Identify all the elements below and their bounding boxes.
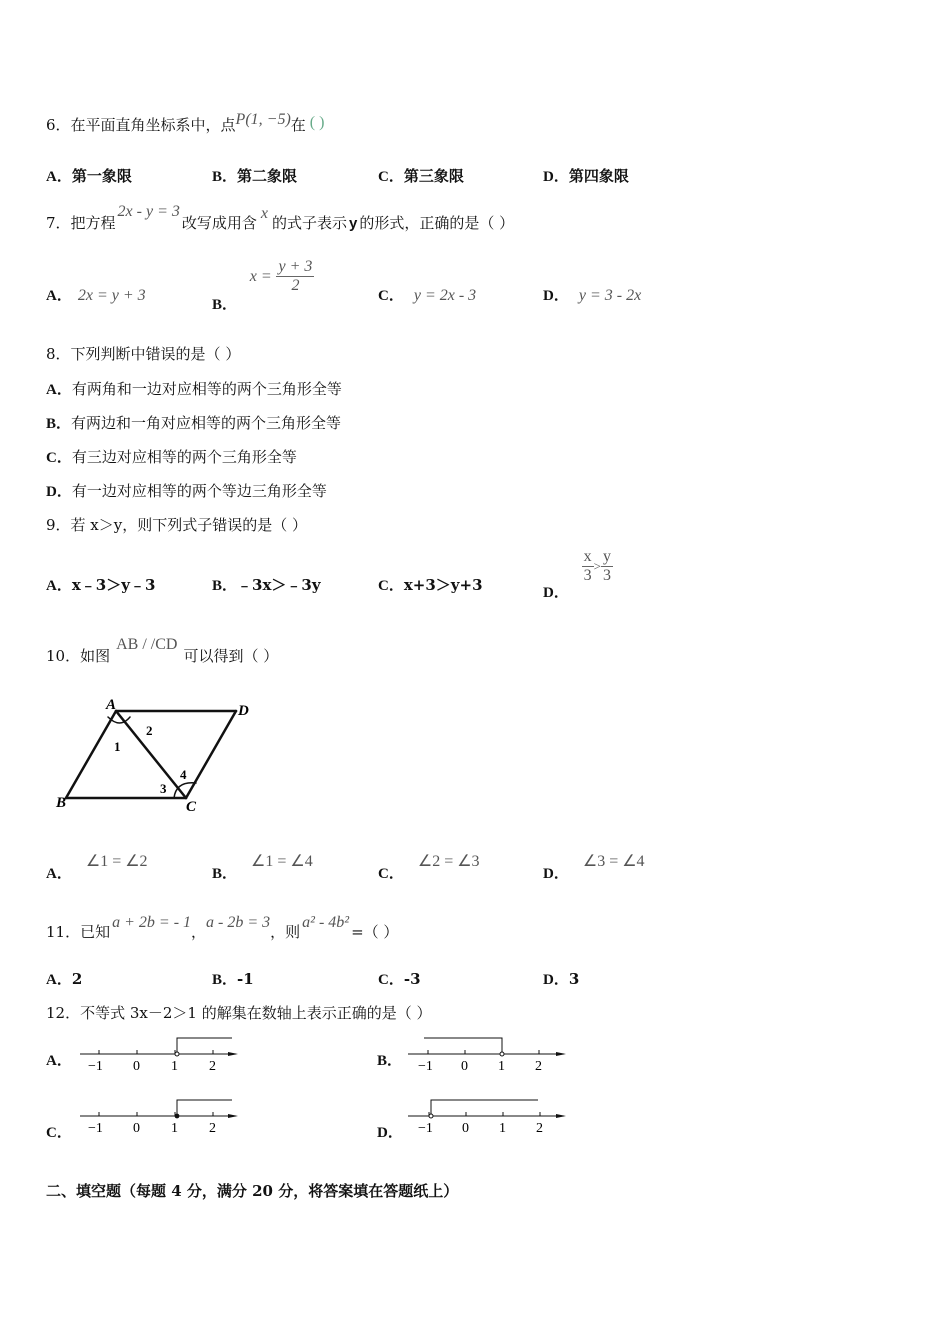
angle-label-1: 1 [114, 739, 121, 754]
svg-text:−1: −1 [418, 1121, 433, 1136]
svg-text:1: 1 [499, 1121, 506, 1136]
q11-option-b[interactable]: B．-1 [212, 970, 254, 988]
svg-text:1: 1 [171, 1059, 178, 1074]
q7-option-c[interactable]: C． y = 2x - 3 [378, 287, 477, 304]
q12-option-a-label[interactable]: A． [46, 1053, 72, 1069]
q8-option-b[interactable]: B．有两边和一角对应相等的两个三角形全等 [46, 414, 342, 432]
angle-label-4: 4 [180, 767, 187, 782]
q6-option-a[interactable]: A．第一象限 [46, 167, 132, 185]
q12-option-d-label[interactable]: D． [377, 1125, 403, 1141]
number-line-c[interactable] [76, 1094, 246, 1138]
q9-option-b[interactable]: B．﹣3x＞﹣3y [212, 576, 321, 594]
q11-option-a[interactable]: A．2 [46, 970, 83, 988]
q8-option-c[interactable]: C．有三边对应相等的两个三角形全等 [46, 448, 297, 466]
svg-text:2: 2 [209, 1059, 216, 1074]
q9-option-c[interactable]: C．x+3＞y+3 [378, 576, 483, 594]
svg-text:2: 2 [535, 1059, 542, 1074]
svg-text:2: 2 [209, 1121, 216, 1136]
svg-text:0: 0 [133, 1121, 140, 1136]
q7-stem: 7．把方程2x - y = 3改写成用含x的式子表示 y 的形式，正确的是（ ） [46, 203, 515, 232]
svg-text:0: 0 [133, 1059, 140, 1074]
q10-option-d[interactable]: D．∠3 = ∠4 [543, 853, 645, 882]
svg-text:−1: −1 [418, 1059, 433, 1074]
q10-stem: 10．如图AB / /CD可以得到（ ） [46, 636, 279, 665]
q11-option-d[interactable]: D．3 [543, 970, 580, 988]
svg-text:−1: −1 [88, 1059, 103, 1074]
q12-stem: 12．不等式 3x－2＞1 的解集在数轴上表示正确的是（ ） [46, 1004, 432, 1022]
svg-text:0: 0 [461, 1059, 468, 1074]
number-line-b[interactable] [404, 1032, 574, 1076]
svg-text:1: 1 [498, 1059, 505, 1074]
segment-ab [66, 711, 116, 798]
q10-option-c[interactable]: C．∠2 = ∠3 [378, 853, 480, 882]
label-c: C [186, 799, 197, 815]
svg-text:0: 0 [462, 1121, 469, 1136]
label-d: D [238, 703, 249, 719]
q9-option-d[interactable]: D． $\frac{x}{3}$ > $\frac{y}{3}$ [543, 548, 611, 601]
number-line-d[interactable] [404, 1094, 574, 1138]
q8-stem: 8．下列判断中错误的是（ ） [46, 345, 241, 363]
q8-option-a[interactable]: A．有两角和一边对应相等的两个三角形全等 [46, 380, 342, 398]
q7-option-a[interactable]: A． 2x = y + 3 [46, 287, 146, 304]
q10-option-b[interactable]: B．∠1 = ∠4 [212, 853, 313, 882]
segment-dc [186, 711, 236, 798]
q11-option-c[interactable]: C．-3 [378, 970, 421, 988]
svg-text:2: 2 [536, 1121, 543, 1136]
parallelogram-figure [50, 695, 270, 815]
label-a: A [106, 697, 117, 713]
q10-relation: AB / /CD [116, 636, 178, 653]
section-2-heading: 二、填空题（每题 4 分，满分 20 分，将答案填在答题纸上） [46, 1182, 459, 1200]
q6-option-d[interactable]: D．第四象限 [543, 167, 629, 185]
label-b: B [56, 795, 67, 811]
q10-option-a[interactable]: A．∠1 = ∠2 [46, 853, 148, 882]
q9-option-a[interactable]: A．x﹣3＞y﹣3 [46, 576, 156, 594]
q6-option-c[interactable]: C．第三象限 [378, 167, 464, 185]
q8-option-d[interactable]: D．有一边对应相等的两个等边三角形全等 [46, 482, 327, 500]
q6-option-b[interactable]: B．第二象限 [212, 167, 298, 185]
q7-option-d[interactable]: D． y = 3 - 2x [543, 287, 642, 304]
q6-stem: 6．在平面直角坐标系中，点P(1, −5)在 ( ) [46, 111, 325, 134]
q12-option-b-label[interactable]: B． [377, 1053, 403, 1069]
number-line-a[interactable] [76, 1032, 246, 1076]
q6-point: P(1, −5) [235, 111, 291, 128]
angle-label-2: 2 [146, 723, 153, 738]
svg-text:1: 1 [171, 1121, 178, 1136]
q7-equation: 2x - y = 3 [117, 203, 180, 220]
q12-option-c-label[interactable]: C． [46, 1125, 72, 1141]
q11-stem: 11．已知a + 2b = - 1，a - 2b = 3，则a² - 4b²=（ ） [46, 914, 399, 941]
q9-stem: 9．若 x＞y，则下列式子错误的是（ ） [46, 516, 308, 534]
angle-label-3: 3 [160, 781, 167, 796]
q7-option-b[interactable]: B． x = $\frac{y + 3}{2}$ [212, 258, 313, 313]
svg-text:−1: −1 [88, 1121, 103, 1136]
